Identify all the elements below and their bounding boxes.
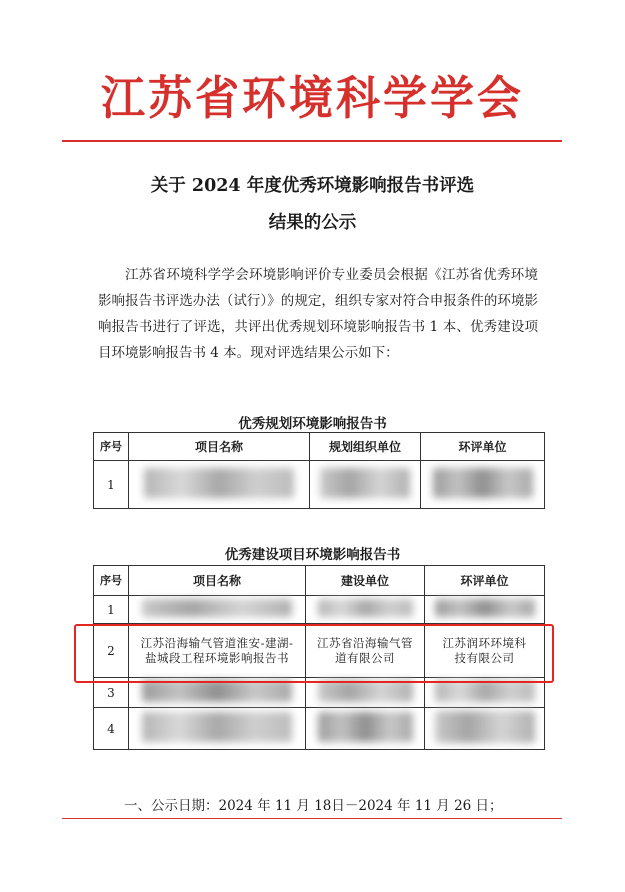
row-seq: 1: [94, 461, 129, 509]
table-row: [94, 596, 545, 624]
row-seq: 2: [94, 624, 129, 678]
header-name: 项目名称: [129, 566, 306, 596]
redacted-cell: [421, 461, 545, 509]
redacted-cell: [129, 708, 306, 750]
footer-divider: [62, 818, 562, 819]
redacted-cell: [425, 708, 545, 750]
redacted-cell: [129, 596, 306, 624]
section2-title: 优秀建设项目环境影响报告书: [224, 547, 401, 563]
redacted-cell: [310, 461, 421, 509]
body-text: 江苏省环境科学学会环境影响评价专业委员会根据《江苏省优秀环境影响报告书评选办法（试行）》的规定，组织专家对符合申报条件的环境影响报告书进行了评选，共评出优秀规划环境影响报告书 1 本、优秀建设项目环境影响报告书 4 本。现对评选结果公示如下：: [98, 267, 538, 361]
header-name: 项目名称: [129, 433, 310, 461]
redacted-cell: [425, 596, 545, 624]
document-title-line2: 结果的公示: [268, 213, 357, 233]
eia-unit-cell: 江苏润环环境科技有限公司: [425, 624, 545, 678]
header-seq: 序号: [94, 433, 129, 461]
section1-title: 优秀规划环境影响报告书: [238, 416, 387, 432]
table-row: [94, 461, 545, 509]
row-seq: 4: [94, 708, 129, 750]
body-paragraph: [98, 262, 538, 366]
table-row: [94, 708, 545, 750]
publicity-date: 一、公示日期：2024 年 11 月 18日－2024 年 11 月 26 日；: [124, 798, 503, 814]
planning-eia-table: [93, 432, 545, 509]
header-org: 建设单位: [306, 566, 425, 596]
redacted-cell: [129, 461, 310, 509]
highlight-box: [74, 624, 554, 683]
redacted-cell: [306, 596, 425, 624]
header-eia: 环评单位: [425, 566, 545, 596]
header-org: 规划组织单位: [310, 433, 421, 461]
header-seq: 序号: [94, 566, 129, 596]
row-seq: 1: [94, 596, 129, 624]
row-seq: 3: [94, 678, 129, 708]
org-letterhead: 江苏省环境科学学会: [101, 71, 524, 126]
document-title-line1: 关于 2024 年度优秀环境影响报告书评选: [150, 176, 475, 196]
redacted-cell: [306, 708, 425, 750]
letterhead-divider: [62, 140, 562, 142]
construction-unit-cell: 江苏省沿海输气管道有限公司: [306, 624, 425, 678]
header-eia: 环评单位: [421, 433, 545, 461]
project-name-cell: 江苏沿海输气管道淮安-建湖-盐城段工程环境影响报告书: [129, 624, 306, 678]
